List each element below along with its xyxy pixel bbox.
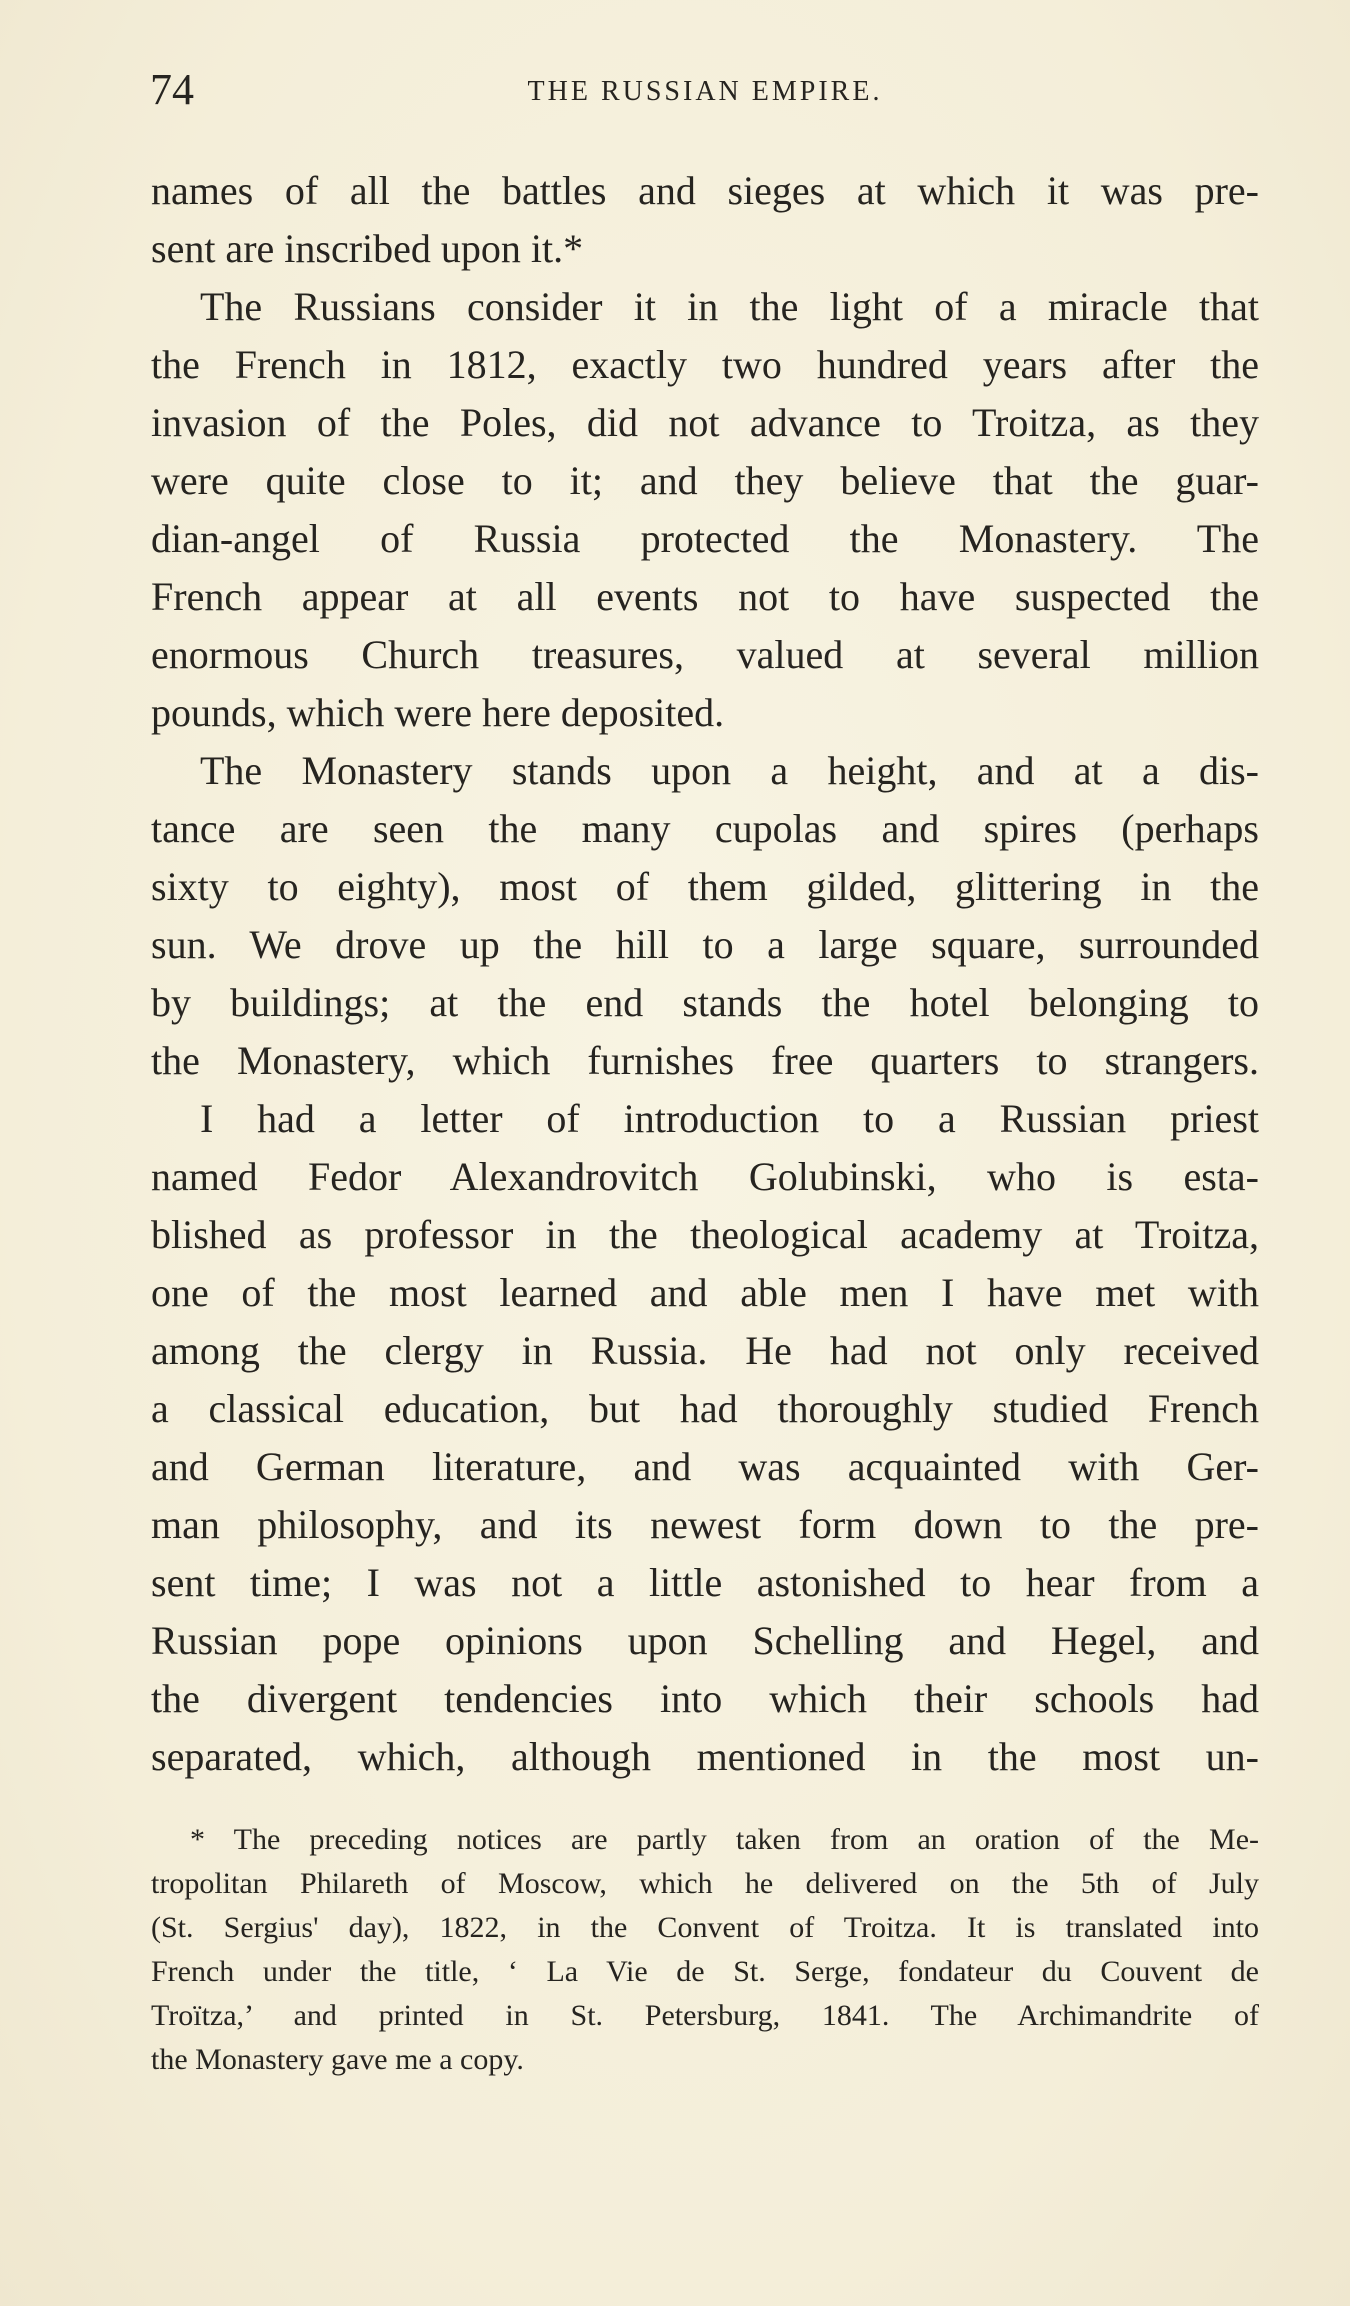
text-line: names of all the battles and sieges at which it was pre- <box>151 168 1259 213</box>
text-line: the divergent tendencies into which their schools had <box>151 1676 1259 1721</box>
page-header <box>150 60 1260 120</box>
text-line: blished as professor in the theological academy at Troitza, <box>151 1212 1259 1257</box>
text-line: dian-angel of Russia protected the Monastery. The <box>151 516 1259 561</box>
text-line: sent are inscribed upon it.* <box>151 226 584 271</box>
footnote-line: tropolitan Philareth of Moscow, which he delivered on the 5th of July <box>151 1867 1259 1900</box>
footnote-line: French under the title, ‘ La Vie de St. Serge, fondateur du Couvent de <box>151 1955 1259 1988</box>
running-head: THE RUSSIAN EMPIRE. <box>527 76 883 107</box>
text-line: were quite close to it; and they believe that the guar- <box>151 458 1259 503</box>
text-line: I had a letter of introduction to a Russian priest <box>200 1096 1259 1141</box>
text-line: and German literature, and was acquainted with Ger- <box>151 1444 1259 1489</box>
text-line: enormous Church treasures, valued at several million <box>151 632 1259 677</box>
footnote-line: the Monastery gave me a copy. <box>151 2043 524 2076</box>
text-line: by buildings; at the end stands the hotel belonging to <box>151 980 1259 1025</box>
text-line: The Russians consider it in the light of a miracle that <box>200 284 1259 329</box>
text-line: among the clergy in Russia. He had not only received <box>151 1328 1259 1373</box>
text-line: sent time; I was not a little astonished to hear from a <box>151 1560 1259 1605</box>
text-line: French appear at all events not to have suspected the <box>151 574 1259 619</box>
text-line: man philosophy, and its newest form down to the pre- <box>151 1502 1259 1547</box>
text-line: invasion of the Poles, did not advance to Troitza, as they <box>151 400 1259 445</box>
text-line: one of the most learned and able men I have met with <box>151 1270 1259 1315</box>
footnote-line: (St. Sergius' day), 1822, in the Convent of Troitza. It is translated into <box>151 1911 1259 1944</box>
text-line: sun. We drove up the hill to a large square, surrounded <box>151 922 1259 967</box>
text-line: The Monastery stands upon a height, and at a dis- <box>200 748 1259 793</box>
text-line: separated, which, although mentioned in the most un- <box>151 1734 1259 1779</box>
text-line: a classical education, but had thoroughly studied French <box>151 1386 1259 1431</box>
text-line: Russian pope opinions upon Schelling and Hegel, and <box>151 1618 1259 1663</box>
text-line: the French in 1812, exactly two hundred years after the <box>151 342 1259 387</box>
text-line: tance are seen the many cupolas and spires (perhaps <box>151 806 1259 851</box>
text-line: named Fedor Alexandrovitch Golubinski, who is esta- <box>151 1154 1259 1199</box>
text-line: the Monastery, which furnishes free quarters to strangers. <box>151 1038 1259 1083</box>
footnote-line: Troïtza,’ and printed in St. Petersburg, 1841. The Archimandrite of <box>151 1999 1259 2032</box>
text-line: pounds, which were here deposited. <box>151 690 725 735</box>
page-number: 74 <box>150 65 194 114</box>
footnote-line: * The preceding notices are partly taken from an oration of the Me- <box>190 1823 1259 1856</box>
text-line: sixty to eighty), most of them gilded, glittering in the <box>151 864 1259 909</box>
